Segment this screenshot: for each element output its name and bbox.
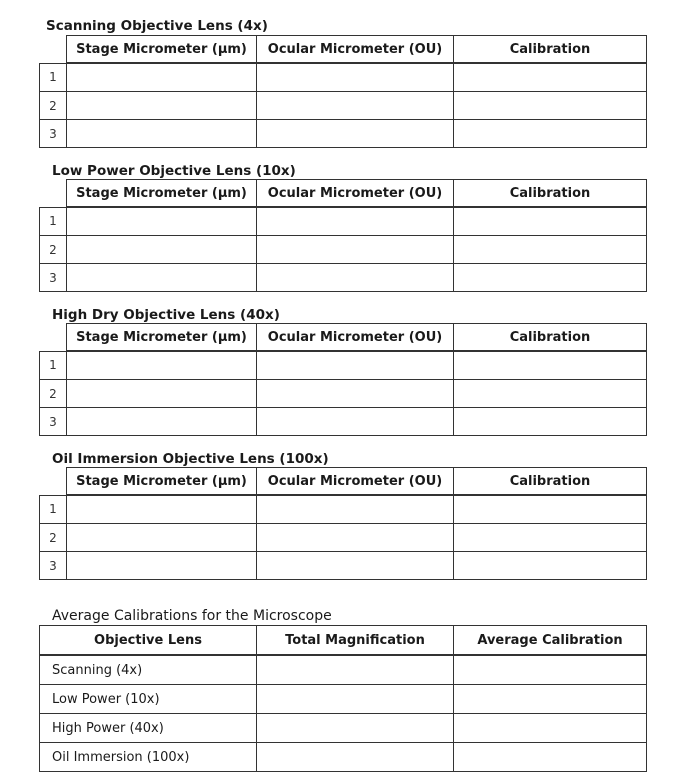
total-magnification-cell[interactable] bbox=[257, 655, 454, 685]
section-title: High Dry Objective Lens (40x) bbox=[52, 307, 280, 323]
stage-micrometer-cell[interactable] bbox=[67, 495, 257, 524]
ocular-micrometer-cell[interactable] bbox=[257, 207, 454, 236]
table-row bbox=[40, 655, 647, 685]
objective-lens-label: Oil Immersion (100x) bbox=[40, 743, 257, 772]
ocular-micrometer-cell[interactable] bbox=[257, 92, 454, 120]
stage-micrometer-cell[interactable] bbox=[67, 380, 257, 408]
table-row bbox=[40, 743, 647, 772]
column-header: Stage Micrometer (µm) bbox=[67, 468, 257, 496]
calibration-cell[interactable] bbox=[454, 236, 647, 264]
column-header: Ocular Micrometer (OU) bbox=[257, 36, 454, 64]
section-title: Scanning Objective Lens (4x) bbox=[46, 18, 268, 34]
table-row bbox=[40, 380, 647, 408]
column-header: Average Calibration bbox=[454, 626, 647, 656]
section-title: Oil Immersion Objective Lens (100x) bbox=[52, 451, 329, 467]
stage-micrometer-cell[interactable] bbox=[67, 552, 257, 580]
objective-lens-label: High Power (40x) bbox=[40, 714, 257, 743]
stage-micrometer-cell[interactable] bbox=[67, 524, 257, 552]
column-header: Stage Micrometer (µm) bbox=[67, 324, 257, 352]
stage-micrometer-cell[interactable] bbox=[67, 264, 257, 292]
row-number: 3 bbox=[40, 264, 67, 292]
stage-micrometer-cell[interactable] bbox=[67, 120, 257, 148]
stage-micrometer-cell[interactable] bbox=[67, 351, 257, 380]
column-header: Objective Lens bbox=[40, 626, 257, 656]
calibration-cell[interactable] bbox=[454, 63, 647, 92]
average-calibration-cell[interactable] bbox=[454, 685, 647, 714]
column-header: Ocular Micrometer (OU) bbox=[257, 468, 454, 496]
column-header: Calibration bbox=[454, 468, 647, 496]
row-number: 3 bbox=[40, 408, 67, 436]
stage-micrometer-cell[interactable] bbox=[67, 92, 257, 120]
ocular-micrometer-cell[interactable] bbox=[257, 380, 454, 408]
table-row bbox=[40, 408, 647, 436]
average-calibration-cell[interactable] bbox=[454, 655, 647, 685]
calibration-cell[interactable] bbox=[454, 380, 647, 408]
calibration-cell[interactable] bbox=[454, 120, 647, 148]
stage-micrometer-cell[interactable] bbox=[67, 207, 257, 236]
section-title: Low Power Objective Lens (10x) bbox=[52, 163, 296, 179]
column-header: Ocular Micrometer (OU) bbox=[257, 324, 454, 352]
total-magnification-cell[interactable] bbox=[257, 714, 454, 743]
row-number: 3 bbox=[40, 120, 67, 148]
objective-lens-label: Scanning (4x) bbox=[40, 655, 257, 685]
average-title: Average Calibrations for the Microscope bbox=[52, 608, 332, 624]
row-number: 1 bbox=[40, 351, 67, 380]
calibration-cell[interactable] bbox=[454, 495, 647, 524]
row-number: 1 bbox=[40, 495, 67, 524]
ocular-micrometer-cell[interactable] bbox=[257, 120, 454, 148]
calibration-cell[interactable] bbox=[454, 351, 647, 380]
calibration-cell[interactable] bbox=[454, 264, 647, 292]
stage-micrometer-cell[interactable] bbox=[67, 408, 257, 436]
ocular-micrometer-cell[interactable] bbox=[257, 351, 454, 380]
column-header: Calibration bbox=[454, 180, 647, 208]
ocular-micrometer-cell[interactable] bbox=[257, 236, 454, 264]
average-calibration-table bbox=[39, 625, 647, 772]
table-row bbox=[40, 351, 647, 380]
table-row bbox=[40, 685, 647, 714]
total-magnification-cell[interactable] bbox=[257, 743, 454, 772]
column-header: Calibration bbox=[454, 36, 647, 64]
table-row bbox=[40, 120, 647, 148]
row-number: 2 bbox=[40, 524, 67, 552]
objective-lens-label: Low Power (10x) bbox=[40, 685, 257, 714]
calibration-cell[interactable] bbox=[454, 92, 647, 120]
stage-micrometer-cell[interactable] bbox=[67, 236, 257, 264]
average-calibration-cell[interactable] bbox=[454, 714, 647, 743]
calibration-table-oil-immersion bbox=[39, 467, 647, 580]
ocular-micrometer-cell[interactable] bbox=[257, 552, 454, 580]
column-header: Ocular Micrometer (OU) bbox=[257, 180, 454, 208]
average-calibration-cell[interactable] bbox=[454, 743, 647, 772]
corner-blank bbox=[40, 36, 67, 64]
row-number: 3 bbox=[40, 552, 67, 580]
table-row bbox=[40, 207, 647, 236]
ocular-micrometer-cell[interactable] bbox=[257, 495, 454, 524]
row-number: 2 bbox=[40, 380, 67, 408]
calibration-table-scanning bbox=[39, 35, 647, 148]
table-row bbox=[40, 714, 647, 743]
table-row bbox=[40, 63, 647, 92]
corner-blank bbox=[40, 324, 67, 352]
calibration-cell[interactable] bbox=[454, 524, 647, 552]
calibration-cell[interactable] bbox=[454, 408, 647, 436]
table-row bbox=[40, 495, 647, 524]
ocular-micrometer-cell[interactable] bbox=[257, 524, 454, 552]
ocular-micrometer-cell[interactable] bbox=[257, 264, 454, 292]
ocular-micrometer-cell[interactable] bbox=[257, 63, 454, 92]
corner-blank bbox=[40, 180, 67, 208]
stage-micrometer-cell[interactable] bbox=[67, 63, 257, 92]
table-row bbox=[40, 524, 647, 552]
calibration-cell[interactable] bbox=[454, 207, 647, 236]
table-row bbox=[40, 236, 647, 264]
table-row bbox=[40, 92, 647, 120]
column-header: Stage Micrometer (µm) bbox=[67, 180, 257, 208]
row-number: 2 bbox=[40, 92, 67, 120]
column-header: Stage Micrometer (µm) bbox=[67, 36, 257, 64]
row-number: 2 bbox=[40, 236, 67, 264]
table-row bbox=[40, 552, 647, 580]
corner-blank bbox=[40, 468, 67, 496]
row-number: 1 bbox=[40, 207, 67, 236]
table-row bbox=[40, 264, 647, 292]
column-header: Total Magnification bbox=[257, 626, 454, 656]
calibration-cell[interactable] bbox=[454, 552, 647, 580]
calibration-table-high-dry bbox=[39, 323, 647, 436]
row-number: 1 bbox=[40, 63, 67, 92]
column-header: Calibration bbox=[454, 324, 647, 352]
ocular-micrometer-cell[interactable] bbox=[257, 408, 454, 436]
total-magnification-cell[interactable] bbox=[257, 685, 454, 714]
calibration-table-low-power bbox=[39, 179, 647, 292]
